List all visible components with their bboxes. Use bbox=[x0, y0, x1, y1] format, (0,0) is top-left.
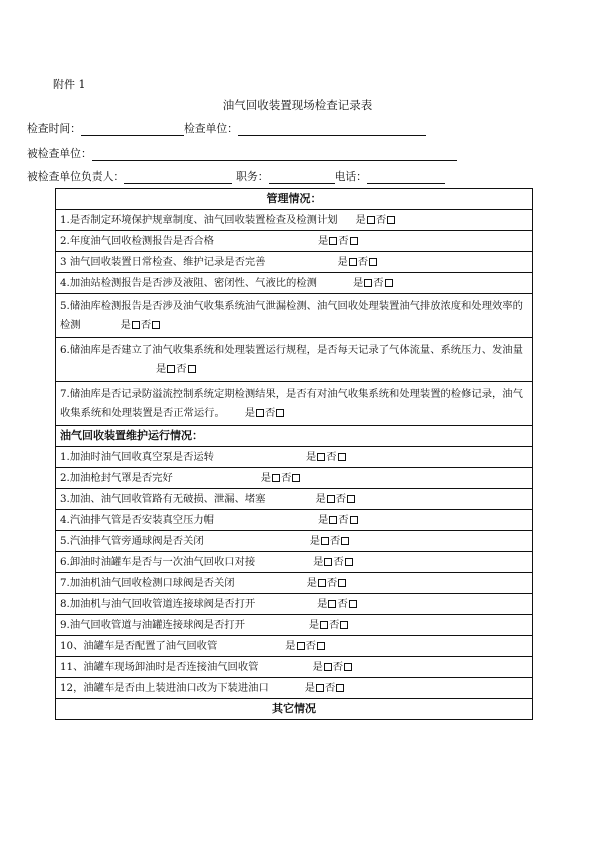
yes-checkbox[interactable] bbox=[324, 558, 332, 566]
item-text: 10、油罐车是否配置了油气回收管 bbox=[60, 640, 218, 652]
no-checkbox[interactable] bbox=[317, 642, 325, 650]
no-checkbox[interactable] bbox=[336, 684, 344, 692]
annex-label: 附件 1 bbox=[53, 78, 86, 91]
yes-text: 是 bbox=[309, 535, 320, 547]
no-text: 否 bbox=[338, 514, 349, 526]
item-text: 2.加油枪封气罩是否完好 bbox=[60, 472, 173, 484]
no-text: 否 bbox=[338, 235, 349, 247]
yes-text: 是 bbox=[285, 640, 296, 652]
item-text: 4.汽油排气管是否安装真空压力帽 bbox=[60, 514, 214, 526]
checklist-row bbox=[56, 615, 533, 636]
checklist-row bbox=[56, 252, 533, 273]
maintenance-heading: 油气回收装置维护运行情况： bbox=[56, 426, 533, 447]
yes-text: 是 bbox=[308, 619, 320, 631]
yes-no-options bbox=[305, 678, 346, 698]
yes-checkbox[interactable] bbox=[367, 216, 375, 224]
checklist-row bbox=[56, 678, 533, 699]
yes-checkbox[interactable] bbox=[317, 453, 325, 461]
no-checkbox[interactable] bbox=[276, 409, 284, 417]
item-text: 3 油气回收装置日常检查、维护记录是否完善 bbox=[60, 256, 266, 268]
item-text: 1.是否制定环境保护规章制度、油气回收装置检查及检测计划 bbox=[60, 214, 338, 226]
management-heading: 管理情况： bbox=[56, 189, 533, 210]
info-row-2 bbox=[27, 146, 457, 161]
yes-no-options bbox=[306, 447, 347, 467]
yes-text: 是 bbox=[156, 363, 167, 375]
checklist-row bbox=[56, 231, 533, 252]
no-text: 否 bbox=[325, 682, 336, 694]
check-time-label: 检查时间： bbox=[27, 122, 81, 135]
yes-checkbox[interactable] bbox=[321, 537, 329, 545]
inspected-unit-label: 被检查单位： bbox=[27, 147, 92, 160]
checklist-row bbox=[56, 338, 533, 382]
yes-no-options bbox=[318, 510, 359, 530]
yes-checkbox[interactable] bbox=[328, 600, 336, 608]
form-title: 油气回收装置现场检查记录表 bbox=[222, 98, 373, 112]
inspected-unit-field[interactable] bbox=[92, 148, 457, 161]
yes-no-options bbox=[309, 615, 350, 635]
yes-checkbox[interactable] bbox=[327, 495, 335, 503]
no-checkbox[interactable] bbox=[152, 321, 160, 329]
item-text: 1.加油时油气回收真空泵是否运转 bbox=[60, 451, 214, 463]
phone-label: 电话： bbox=[334, 170, 367, 183]
check-unit-label: 检查单位： bbox=[183, 122, 238, 135]
no-text: 否 bbox=[176, 363, 187, 375]
position-field[interactable] bbox=[269, 171, 335, 184]
yes-checkbox[interactable] bbox=[318, 579, 326, 587]
no-text: 否 bbox=[140, 319, 152, 331]
no-text: 否 bbox=[329, 619, 340, 631]
yes-text: 是 bbox=[306, 577, 317, 589]
item-text: 5.储油库检测报告是否涉及油气收集系统油气泄漏检测、油气回收处理装置油气排放浓度和处理效率的检测 bbox=[60, 300, 523, 331]
yes-text: 是 bbox=[317, 598, 328, 610]
yes-no-options bbox=[356, 210, 397, 230]
no-checkbox[interactable] bbox=[369, 258, 377, 266]
item-text: 8.加油机与油气回收管道连接球阀是否打开 bbox=[60, 598, 256, 610]
checklist-row bbox=[56, 447, 533, 468]
item-text: 2.年度油气回收检测报告是否合格 bbox=[60, 235, 214, 247]
item-text: 4.加油站检测报告是否涉及液阻、密闭性、气液比的检测 bbox=[60, 277, 317, 289]
no-checkbox[interactable] bbox=[341, 537, 349, 545]
position-label: 职务： bbox=[236, 170, 269, 183]
checklist-row bbox=[56, 294, 533, 338]
yes-no-options bbox=[318, 231, 359, 251]
no-checkbox[interactable] bbox=[338, 579, 346, 587]
item-text: 12，油罐车是否由上装进油口改为下装进油口 bbox=[60, 682, 269, 694]
yes-text: 是 bbox=[337, 256, 348, 268]
item-text: 11、油罐车现场卸油时是否连接油气回收管 bbox=[60, 661, 259, 673]
info-row-3 bbox=[27, 169, 445, 184]
responsible-label: 被检查单位负责人： bbox=[27, 170, 125, 183]
yes-checkbox[interactable] bbox=[167, 365, 175, 373]
item-text: 7.加油机油气回收检测口球阀是否关闭 bbox=[60, 577, 235, 589]
info-row-1 bbox=[27, 121, 426, 136]
yes-text: 是 bbox=[317, 514, 329, 526]
yes-text: 是 bbox=[244, 407, 256, 419]
yes-checkbox[interactable] bbox=[329, 516, 337, 524]
no-checkbox[interactable] bbox=[345, 558, 353, 566]
no-text: 否 bbox=[357, 256, 369, 268]
yes-checkbox[interactable] bbox=[320, 621, 328, 629]
no-text: 否 bbox=[326, 451, 337, 463]
yes-text: 是 bbox=[304, 682, 316, 694]
checklist-row bbox=[56, 573, 533, 594]
no-checkbox[interactable] bbox=[344, 663, 352, 671]
yes-no-options bbox=[312, 657, 353, 677]
yes-no-options bbox=[261, 468, 302, 488]
yes-no-options bbox=[121, 316, 162, 335]
yes-text: 是 bbox=[315, 493, 326, 505]
yes-no-options bbox=[353, 273, 394, 293]
yes-no-options bbox=[313, 552, 354, 572]
yes-checkbox[interactable] bbox=[329, 237, 337, 245]
yes-checkbox[interactable] bbox=[256, 409, 264, 417]
checklist-row bbox=[56, 531, 533, 552]
item-text: 5.汽油排气管旁通球阀是否关闭 bbox=[60, 535, 204, 547]
no-text: 否 bbox=[265, 407, 276, 419]
yes-text: 是 bbox=[312, 661, 323, 673]
yes-checkbox[interactable] bbox=[364, 279, 372, 287]
no-checkbox[interactable] bbox=[387, 216, 395, 224]
no-text: 否 bbox=[329, 535, 341, 547]
checklist-row bbox=[56, 552, 533, 573]
no-checkbox[interactable] bbox=[350, 237, 358, 245]
no-text: 否 bbox=[335, 493, 347, 505]
item-text: 9.油气回收管道与油罐连接球阀是否打开 bbox=[60, 619, 245, 631]
other-heading: 其它情况 bbox=[56, 699, 533, 720]
inspection-table bbox=[55, 188, 533, 720]
no-text: 否 bbox=[337, 598, 348, 610]
yes-no-options bbox=[245, 404, 286, 423]
checklist-row bbox=[56, 510, 533, 531]
yes-no-options bbox=[156, 360, 197, 379]
check-unit-field[interactable] bbox=[238, 123, 426, 136]
phone-field[interactable] bbox=[367, 171, 445, 184]
no-text: 否 bbox=[326, 577, 338, 589]
no-text: 否 bbox=[332, 661, 344, 673]
yes-text: 是 bbox=[305, 451, 317, 463]
checklist-row bbox=[56, 273, 533, 294]
item-text: 6.卸油时油罐车是否与一次油气回收口对接 bbox=[60, 556, 256, 568]
checklist-row bbox=[56, 489, 533, 510]
checklist-row bbox=[56, 657, 533, 678]
no-checkbox[interactable] bbox=[188, 365, 196, 373]
yes-checkbox[interactable] bbox=[316, 684, 324, 692]
yes-checkbox[interactable] bbox=[349, 258, 357, 266]
yes-no-options bbox=[317, 594, 358, 614]
no-checkbox[interactable] bbox=[340, 621, 348, 629]
no-checkbox[interactable] bbox=[338, 453, 346, 461]
item-text: 7.储油库是否记录防溢流控制系统定期检测结果，是否有对油气收集系统和处理装置的检修记录，油气收集系统和处理装置是否正常运行。 bbox=[60, 388, 523, 419]
checklist-row bbox=[56, 468, 533, 489]
yes-checkbox[interactable] bbox=[297, 642, 305, 650]
yes-text: 是 bbox=[120, 319, 131, 331]
yes-checkbox[interactable] bbox=[132, 321, 140, 329]
yes-checkbox[interactable] bbox=[272, 474, 280, 482]
no-checkbox[interactable] bbox=[347, 495, 355, 503]
yes-no-options bbox=[315, 489, 356, 509]
checklist-row bbox=[56, 594, 533, 615]
yes-text: 是 bbox=[317, 235, 329, 247]
no-text: 否 bbox=[373, 277, 384, 289]
checklist-row bbox=[56, 382, 533, 426]
no-text: 否 bbox=[281, 472, 292, 484]
no-text: 否 bbox=[375, 214, 387, 226]
no-checkbox[interactable] bbox=[385, 279, 393, 287]
yes-checkbox[interactable] bbox=[324, 663, 332, 671]
yes-no-options bbox=[307, 573, 348, 593]
yes-text: 是 bbox=[355, 214, 366, 226]
responsible-field[interactable] bbox=[124, 171, 232, 184]
no-text: 否 bbox=[305, 640, 316, 652]
yes-text: 是 bbox=[352, 277, 364, 289]
no-checkbox[interactable] bbox=[349, 600, 357, 608]
item-text: 3.加油、油气回收管路有无破损、泄漏、堵塞 bbox=[60, 493, 266, 505]
yes-no-options bbox=[285, 636, 326, 656]
yes-no-options bbox=[337, 252, 378, 272]
yes-no-options bbox=[310, 531, 351, 551]
item-text: 6.储油库是否建立了油气收集系统和处理装置运行规程，是否每天记录了气体流量、系统压力、发油量 bbox=[60, 344, 523, 356]
check-time-field[interactable] bbox=[81, 123, 184, 136]
yes-text: 是 bbox=[260, 472, 272, 484]
checklist-row bbox=[56, 210, 533, 231]
no-checkbox[interactable] bbox=[292, 474, 300, 482]
no-text: 否 bbox=[333, 556, 344, 568]
checklist-row bbox=[56, 636, 533, 657]
yes-text: 是 bbox=[313, 556, 324, 568]
no-checkbox[interactable] bbox=[350, 516, 358, 524]
